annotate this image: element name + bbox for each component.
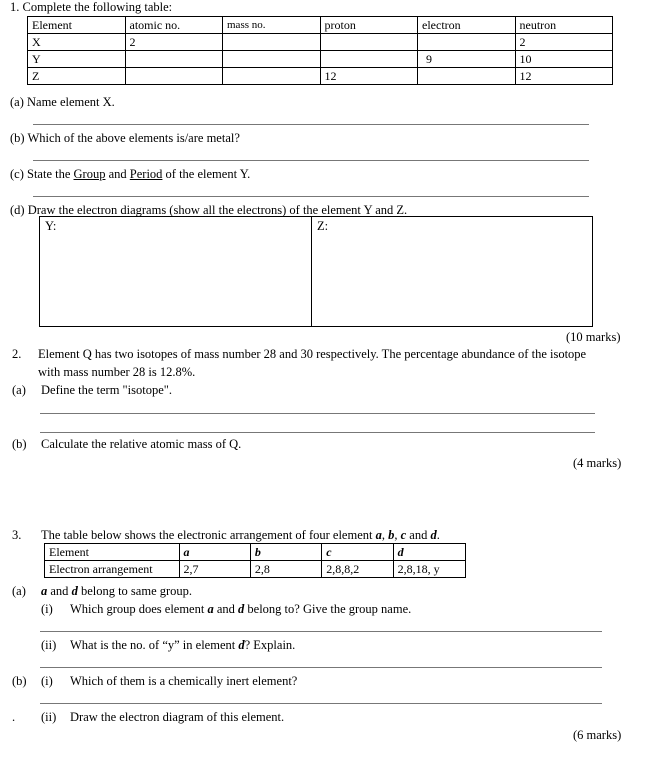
q3-cell: 2,7 <box>179 561 250 578</box>
q1-cell <box>418 34 516 51</box>
q1-cell: 9 <box>418 51 516 68</box>
q2a-text: Define the term "isotope". <box>41 383 172 397</box>
q1-table-row <box>28 68 613 85</box>
q3-intro <box>41 528 440 542</box>
q3ai-text <box>70 602 411 616</box>
q1-cell: Y <box>28 51 126 68</box>
q3a-and: and <box>47 584 72 598</box>
q1-cell: X <box>28 34 126 51</box>
q3-cell: a <box>179 544 250 561</box>
q2-line1: Element Q has two isotopes of mass number 28 and 30 respectively. The percentage abundance of the isotope <box>38 347 587 361</box>
q1-cell <box>320 34 418 51</box>
q2b-label: (b) <box>12 437 27 451</box>
q3a-elem-d: d <box>71 584 78 598</box>
q3-intro-c: c <box>400 528 407 542</box>
q1d-text: (d) Draw the electron diagrams (show all the electrons) of the element Y and Z. <box>10 203 408 217</box>
q3-cell: d <box>393 544 465 561</box>
q1a-answer-line[interactable] <box>33 124 589 125</box>
box-z[interactable] <box>311 216 593 327</box>
q3aii-answer-line[interactable] <box>40 667 602 668</box>
q3ai-label: (i) <box>41 602 53 616</box>
q1-table-row <box>28 34 613 51</box>
q1c-period: Period <box>129 167 163 181</box>
q1-cell: Z <box>28 68 126 85</box>
q3-intro-a: a <box>375 528 382 542</box>
q3-cell: 2,8,8,2 <box>322 561 393 578</box>
q1-cell: 12 <box>320 68 418 85</box>
q3ai-and: and <box>213 602 239 616</box>
q3-num: 3. <box>12 528 22 542</box>
q3aii-pre: What is the no. of “y” in element <box>70 638 239 652</box>
q1-cell <box>223 34 321 51</box>
q1c-group: Group <box>73 167 106 181</box>
q1b-answer-line[interactable] <box>33 160 589 161</box>
q1-cell: 2 <box>515 34 613 51</box>
q3-intro-pre: The table below shows the electronic arrangement of four element <box>41 528 376 542</box>
q1c-pre: (c) State the <box>10 167 74 181</box>
q3-cell: 2,8 <box>250 561 321 578</box>
q3-cell: c <box>322 544 393 561</box>
q1-header-cell: Element <box>28 17 126 34</box>
box-y-label: Y: <box>45 219 57 233</box>
box-z-label: Z: <box>317 219 329 233</box>
q3bii-label: (ii) <box>41 710 57 724</box>
q3-intro-b: b <box>388 528 395 542</box>
q3-intro-sep: and <box>406 528 431 542</box>
q3ai-answer-line[interactable] <box>40 631 602 632</box>
q1-table-header <box>28 17 613 34</box>
q1-header-cell: electron <box>418 17 516 34</box>
q3-table-row <box>45 561 466 578</box>
q1-table <box>27 16 613 85</box>
q1-cell <box>223 68 321 85</box>
q1-header-cell: proton <box>320 17 418 34</box>
q3ai-elem-a: a <box>207 602 214 616</box>
q3bi-text: Which of them is a chemically inert element? <box>70 674 298 688</box>
q1-cell <box>125 51 223 68</box>
q3-bullet: . <box>12 710 16 724</box>
q3bii-text: Draw the electron diagram of this element. <box>70 710 285 724</box>
q2b-text: Calculate the relative atomic mass of Q. <box>41 437 242 451</box>
q1c-answer-line[interactable] <box>33 196 589 197</box>
q3aii-text <box>70 638 295 652</box>
q1-cell: 12 <box>515 68 613 85</box>
q3aii-label: (ii) <box>41 638 57 652</box>
q3-cell: Element <box>45 544 180 561</box>
q3a-text <box>41 584 192 598</box>
q1-title: 1. Complete the following table: <box>10 0 173 14</box>
q3ai-pre: Which group does element <box>70 602 208 616</box>
q2-marks: (4 marks) <box>573 456 622 470</box>
q3b-label: (b) <box>12 674 27 688</box>
q2a-answer-line-1[interactable] <box>40 413 595 414</box>
q1-cell <box>125 68 223 85</box>
q1-cell <box>418 68 516 85</box>
q3aii-elem-d: d <box>238 638 245 652</box>
q3-marks: (6 marks) <box>573 728 622 742</box>
q1-cell <box>223 51 321 68</box>
q3-cell: 2,8,18, y <box>393 561 465 578</box>
q3a-rest: belong to same group. <box>77 584 193 598</box>
q1-table-row <box>28 51 613 68</box>
q3-intro-d: d <box>430 528 437 542</box>
q1a-text: (a) Name element X. <box>10 95 115 109</box>
q3-intro-sep: , <box>381 528 389 542</box>
q1c-mid: and <box>105 167 130 181</box>
q1-cell: 10 <box>515 51 613 68</box>
q3-intro-sep: , <box>394 528 401 542</box>
q1b-text: (b) Which of the above elements is/are metal? <box>10 131 240 145</box>
q3ai-elem-d: d <box>238 602 245 616</box>
q3aii-post: ? Explain. <box>244 638 296 652</box>
q1-cell <box>320 51 418 68</box>
q3-table-row <box>45 544 466 561</box>
q3bi-label: (i) <box>41 674 53 688</box>
q2a-label: (a) <box>12 383 26 397</box>
q3bi-answer-line[interactable] <box>40 703 602 704</box>
q1c-text <box>10 167 250 181</box>
q1-marks: (10 marks) <box>566 330 621 344</box>
q3a-label: (a) <box>12 584 26 598</box>
q3-intro-end: . <box>436 528 440 542</box>
q3-table <box>44 543 466 578</box>
q1-header-cell: neutron <box>515 17 613 34</box>
q3-cell: b <box>250 544 321 561</box>
q3a-elem-a: a <box>41 584 48 598</box>
q2-line2: with mass number 28 is 12.8%. <box>38 365 196 379</box>
q1-cell: 2 <box>125 34 223 51</box>
q1-header-cell: atomic no. <box>125 17 223 34</box>
box-y[interactable] <box>39 216 312 327</box>
q1-header-cell: mass no. <box>223 17 321 34</box>
q1c-post: of the element Y. <box>162 167 251 181</box>
q2a-answer-line-2[interactable] <box>40 432 595 433</box>
q3ai-post: belong to? Give the group name. <box>244 602 412 616</box>
q2-num: 2. <box>12 347 22 361</box>
q3-cell: Electron arrangement <box>45 561 180 578</box>
